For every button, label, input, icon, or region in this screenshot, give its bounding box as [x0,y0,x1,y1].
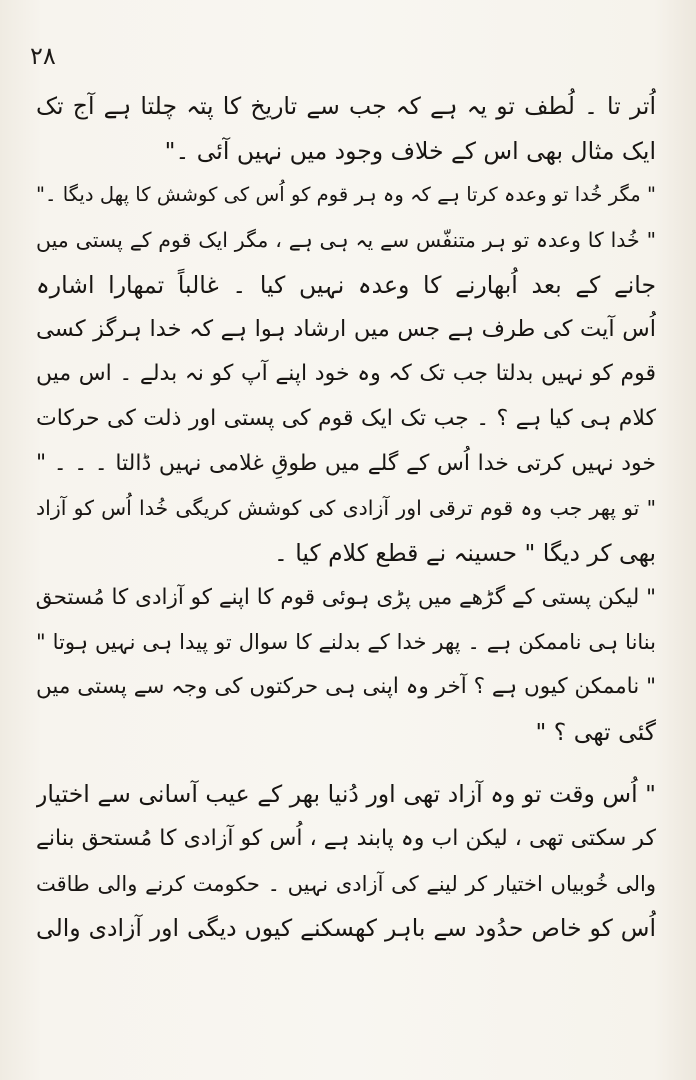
body-text [36,84,656,951]
paragraph-gap [36,754,656,772]
text-line: " ناممکن کیوں ہے ؟ آخر وہ اپنی ہی حرکتوں کی وجہ سے پستی میں [36,673,656,699]
text-line: جانے کے بعد اُبھارنے کا وعدہ نہیں کیا ۔ غالباً تمھارا اشارہ [36,270,656,299]
text-line: والی خُوبیاں اختیار کر لینے کی آزادی نہیں ۔ حکومت کرنے والی طاقت [36,871,656,896]
text-line: قوم کو نہیں بدلتا جب تک کہ وہ خود اپنے آپ کو نہ بدلے ۔ اس میں [36,361,656,387]
text-line: " مگر خُدا تو وعدہ کرتا ہے کہ وہ ہر قوم کو اُس کی کوشش کا پھل دیگا ۔" [36,183,656,207]
text-line: بنانا ہی ناممکن ہے ۔ پھر خدا کے بدلنے کا سوال تو پیدا ہی نہیں ہوتا " [36,630,656,655]
text-line: اُس آیت کی طرف ہے جس میں ارشاد ہوا ہے کہ خدا ہرگز کسی [36,316,656,343]
text-line: بھی کر دیگا " حسینہ نے قطع کلام کیا ۔ [273,538,656,567]
text-line: اُتر تا ۔ لُطف تو یہ ہے کہ جب سے تاریخ کا پتہ چلتا ہے آج تک [36,92,656,120]
text-line: ایک مثال بھی اس کے خلاف وجود میں نہیں آئی ۔" [164,136,656,165]
text-line: " خُدا کا وعدہ تو ہر متنفّس سے یہ ہی ہے ، مگر ایک قوم کے پستی میں [36,228,656,253]
text-line: " تو پھر جب وہ قوم ترقی اور آزادی کی کوشش کریگی خُدا اُس کو آزاد [36,496,656,521]
text-line: گئی تھی ؟ " [535,717,656,746]
page-number: ۲۸ [30,42,56,70]
text-line: " اُس وقت تو وہ آزاد تھی اور دُنیا بھر کے عیب آسانی سے اختیار [36,780,656,809]
text-line: کر سکتی تھی ، لیکن اب وہ پابند ہے ، اُس کو آزادی کا مُستحق بنانے [36,826,656,851]
text-line: اُس کو خاص حدُود سے باہر کھسکنے کیوں دیگی اور آزادی والی [36,914,656,943]
text-line: " لیکن پستی کے گڑھے میں پڑی ہوئی قوم کا اپنے کو آزادی کا مُستحق [36,584,656,610]
text-line: کلام ہی کیا ہے ؟ ۔ جب تک ایک قوم کی پستی اور ذلت کی حرکات [36,405,656,431]
text-line: خود نہیں کرتی خدا اُس کے گلے میں طوقِ غلامی نہیں ڈالتا ۔ ۔ ۔ " [36,450,656,476]
